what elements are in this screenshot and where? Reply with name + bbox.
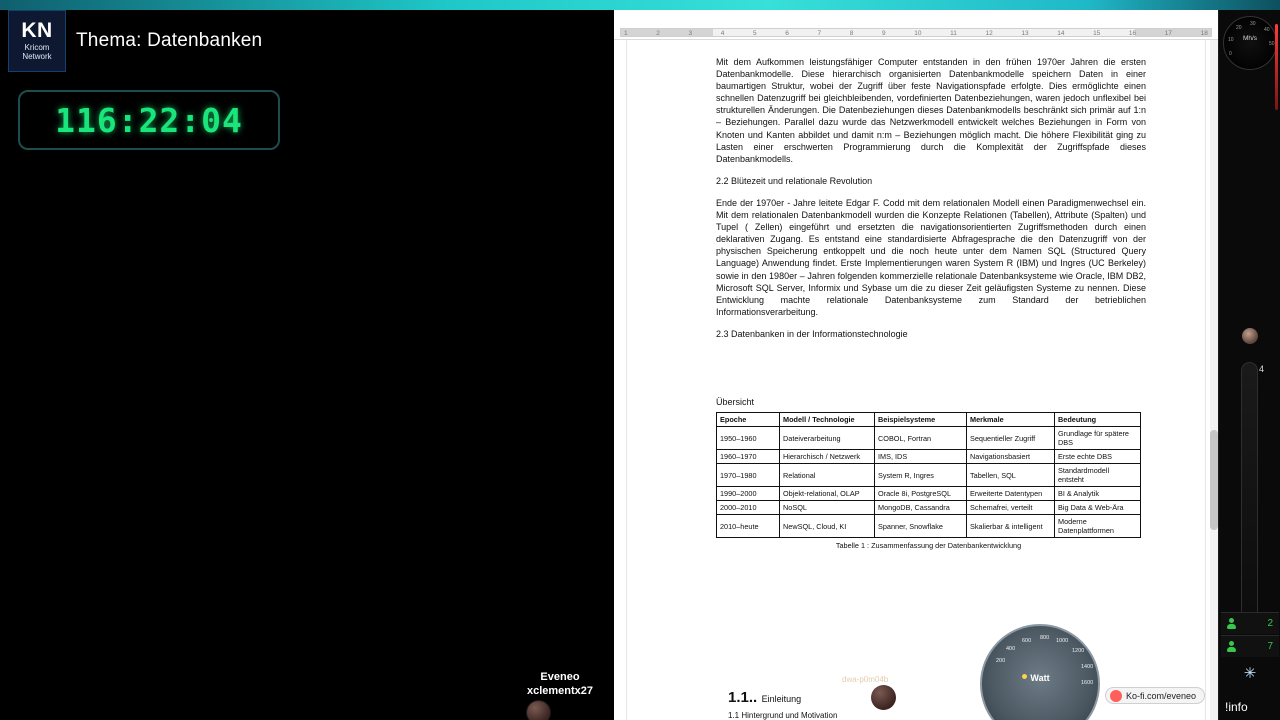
- avatar: [526, 700, 551, 720]
- load-bar: [1275, 24, 1278, 110]
- document-ruler[interactable]: [614, 24, 1218, 40]
- ruler-tick: 2: [656, 29, 660, 37]
- temperature-value: 4: [1259, 364, 1265, 374]
- overview-label: Übersicht: [716, 396, 755, 407]
- follower-count-row: [1221, 635, 1279, 657]
- logo-subtitle: [22, 44, 51, 62]
- table-cell: Objekt-relational, OLAP: [780, 487, 875, 501]
- table-cell: BI & Analytik: [1055, 487, 1141, 501]
- info-command-label: !info: [1225, 700, 1248, 714]
- ruler-tick: 14: [1057, 29, 1065, 37]
- table-cell: Erste echte DBS: [1055, 450, 1141, 464]
- viewer-count: 2: [1267, 618, 1273, 629]
- ruler-tick: 13: [1021, 29, 1029, 37]
- scrollbar-thumb[interactable]: [1210, 430, 1218, 530]
- hashrate-gauge: [1223, 16, 1277, 70]
- table-header-cell: Bedeutung: [1055, 413, 1141, 427]
- ruler-tick: 10: [914, 29, 922, 37]
- table-header-cell: Epoche: [717, 413, 780, 427]
- ruler-tick: 7: [817, 29, 822, 37]
- table-cell: Relational: [780, 464, 875, 487]
- ruler-tick: 8: [849, 29, 854, 37]
- table-cell: 2000–2010: [717, 501, 780, 515]
- table-cell: Skalierbar & intelligent: [967, 515, 1055, 538]
- table-cell: System R, Ingres: [875, 464, 967, 487]
- kofi-link[interactable]: [1105, 687, 1205, 704]
- ruler-tick: 6: [785, 29, 789, 37]
- next-page-number: 1.1..: [728, 689, 758, 706]
- document-scrollbar[interactable]: [1210, 40, 1218, 720]
- table-cell: Moderne Datenplattformen: [1055, 515, 1141, 538]
- table-cell: 2010–heute: [717, 515, 780, 538]
- speedo-tick: 50: [1269, 41, 1275, 47]
- speedo-tick: 20: [1236, 25, 1242, 31]
- speedo-tick: 30: [1250, 21, 1256, 27]
- streamer-display-name: Eveneo: [540, 671, 580, 683]
- left-overlay-panel: [0, 10, 614, 720]
- ruler-tick: 1: [624, 29, 628, 37]
- table-cell: Erweiterte Datentypen: [967, 487, 1055, 501]
- follower-count: 7: [1267, 641, 1273, 652]
- paragraph-2-1: Mit dem Aufkommen leistungsfähiger Computer entstanden in den frühen 1970er Jahren die ersten Datenbankmodelle. Diese hierarchisch organisierten Datenbankmodelle speichern Daten in einer baumartigen Struktur, wobei der Zugriff über feste Navigationspfade erfolgte. Dies ermöglichte einen schnellen Datenzugriff bei gleichbleibenden, vordefinierten Datenbeziehungen, waren jedoch unflexibel bei strukturellen Änderungen. Die Datenbeziehungen dieses Datenbankmodells beschränkt sich primär auf 1:n – Beziehungen. Parallel dazu wurde das Netzwerkmodell entwickelt welches Beziehungen in Form von Knoten und Kanten abbildet und damit n:m – Beziehungen möglich macht. Die höhere Flexibilität ging zu Lasten einer erschwerten Programmierung durch die Komplexität der Zugriffspfade dieses Datenbankmodells.: [716, 57, 1146, 164]
- next-page-title: Einleitung: [761, 694, 802, 704]
- channel-logo: [8, 10, 66, 72]
- table-row: [717, 450, 1141, 464]
- logo-line-1: Kricom: [24, 43, 50, 53]
- ruler-tick: 18: [1200, 29, 1208, 37]
- avatar-overlay: [871, 685, 896, 710]
- table-row: [717, 501, 1141, 515]
- table-cell: Spanner, Snowflake: [875, 515, 967, 538]
- table-cell: NewSQL, Cloud, KI: [780, 515, 875, 538]
- table-cell: Big Data & Web-Ära: [1055, 501, 1141, 515]
- table-cell: Standardmodell entsteht: [1055, 464, 1141, 487]
- table-cell: Sequentieller Zugriff: [967, 427, 1055, 450]
- ruler-tick: 11: [950, 29, 957, 37]
- table-cell: Hierarchisch / Netzwerk: [780, 450, 875, 464]
- ruler-tick: 5: [753, 29, 757, 37]
- table-row: [717, 427, 1141, 450]
- temperature-gauge: [1241, 362, 1258, 630]
- database-history-table: [716, 412, 1141, 538]
- table-cell: Grundlage für spätere DBS: [1055, 427, 1141, 450]
- watt-label: Watt: [1030, 673, 1050, 683]
- faded-watermark-text: dwa-p0m04b: [842, 675, 889, 684]
- speedo-tick: 40: [1264, 27, 1270, 33]
- streamer-info: [500, 670, 620, 698]
- viewer-count-row: [1221, 612, 1279, 634]
- table-cell: COBOL, Fortran: [875, 427, 967, 450]
- topic-title: Thema: Datenbanken: [76, 30, 263, 51]
- ruler-tick: 12: [985, 29, 993, 37]
- table-cell: 1990–2000: [717, 487, 780, 501]
- table-cell: 1950–1960: [717, 427, 780, 450]
- right-stats-sidebar: [1218, 10, 1280, 720]
- logo-line-2: Network: [22, 52, 52, 61]
- watt-tick: 400: [1006, 646, 1016, 652]
- hashrate-unit: Mh/s: [1242, 35, 1258, 42]
- ruler-tick: 16: [1128, 29, 1137, 37]
- heading-2-3: 2.3 Datenbanken in der Informationstechnologie: [716, 328, 908, 339]
- ruler-ticks: [620, 27, 1212, 39]
- watt-tick: 1200: [1072, 648, 1085, 654]
- table-cell: Navigationsbasiert: [967, 450, 1055, 464]
- person-icon: [1227, 641, 1236, 652]
- kofi-label: Ko-fi.com/eveneo: [1126, 690, 1197, 701]
- table-cell: IMS, IDS: [875, 450, 967, 464]
- watt-tick: 200: [996, 658, 1006, 664]
- ruler-tick: 4: [720, 29, 725, 37]
- watt-tick: 800: [1040, 635, 1050, 641]
- speedo-tick: 10: [1228, 37, 1234, 43]
- document-page[interactable]: [626, 40, 1206, 720]
- watt-tick: 1400: [1081, 664, 1094, 670]
- table-cell: MongoDB, Cassandra: [875, 501, 967, 515]
- streamer-handle: xclementx27: [526, 685, 594, 697]
- table-caption: Tabelle 1 : Zusammenfassung der Datenbankentwicklung: [835, 541, 1022, 551]
- table-header-row: [717, 413, 1141, 427]
- watt-tick: 600: [1022, 638, 1032, 644]
- document-viewport[interactable]: [614, 10, 1218, 720]
- top-gradient-bar: [0, 0, 1280, 10]
- watt-tick: 1000: [1056, 638, 1069, 644]
- table-header-cell: Merkmale: [967, 413, 1055, 427]
- paragraph-2-2: Ende der 1970er - Jahre leitete Edgar F. Codd mit dem relationalen Modell einen Paradigmenwechsel ein. Mit dem relationalen Datenbankmodell wurden die Konzepte Relationen (Tabellen), Attribute (Spalten) und Tupel ( Zellen) eingeführt und ersetzten die navigationsorientierten Zugriffsmethoden durch einen deklarativen Zugang. Es entstand eine standardisierte Abfragesprache die den Datenzugriff von der physischen Speicherung entkoppelt und die noch heute unter dem Namen SQL (Structured Query Language) Anwendung findet. Erste Implementierungen waren System R (IBM) und Ingres (UC Berkeley) sowie in den 1980er – Jahren folgenden kommerzielle relationale Datenbanksysteme wie Oracle, IBM DB2, Microsoft SQL Server, Informix und Sybase um die zu dieser Zeit geläufigsten Systeme zu nennen. Diese Entwicklung machte relationale Datenbanksysteme zum Standard der betrieblichen Informationsverarbeitung.: [716, 197, 1146, 317]
- table-header-cell: Modell / Technologie: [780, 413, 875, 427]
- table-cell: NoSQL: [780, 501, 875, 515]
- timer-value: 116:22:04: [55, 100, 243, 140]
- table-cell: Dateiverarbeitung: [780, 427, 875, 450]
- ruler-tick: 3: [688, 29, 693, 37]
- ruler-tick: 17: [1164, 29, 1173, 37]
- table-cell: 1970–1980: [717, 464, 780, 487]
- heading-2-2: 2.2 Blütezeit und relationale Revolution: [716, 175, 873, 186]
- table-cell: Schemafrei, verteilt: [967, 501, 1055, 515]
- page-content: [716, 56, 1146, 552]
- table-cell: Tabellen, SQL: [967, 464, 1055, 487]
- speedo-tick: 0: [1229, 51, 1232, 57]
- table-row: [717, 515, 1141, 538]
- ruler-tick: 9: [882, 29, 886, 37]
- stream-timer: [18, 90, 280, 150]
- eye-icon: [1242, 328, 1258, 344]
- watt-tick: 1600: [1081, 680, 1094, 686]
- table-row: [717, 487, 1141, 501]
- coffee-cup-icon: [1110, 690, 1122, 702]
- person-icon: [1227, 618, 1236, 629]
- table-cell: 1960–1970: [717, 450, 780, 464]
- sparkle-icon: ✳: [1243, 665, 1257, 682]
- table-header-cell: Beispielsysteme: [875, 413, 967, 427]
- table-row: [717, 464, 1141, 487]
- ruler-tick: 15: [1093, 29, 1101, 37]
- next-page-subheading: 1.1 Hintergrund und Motivation: [728, 711, 838, 720]
- table-cell: Oracle 8i, PostgreSQL: [875, 487, 967, 501]
- logo-initials: KN: [21, 19, 53, 43]
